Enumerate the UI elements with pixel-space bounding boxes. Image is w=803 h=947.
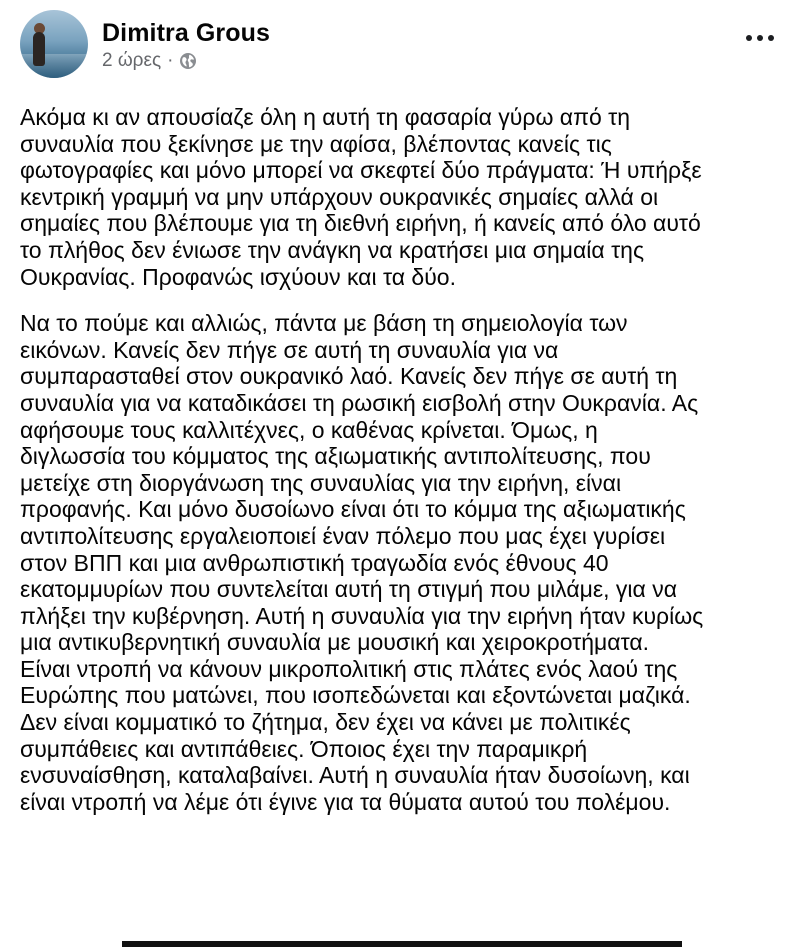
post-text <box>20 104 785 815</box>
more-options-button[interactable] <box>740 26 780 50</box>
meta-separator: · <box>167 50 174 71</box>
more-dots-icon <box>768 35 774 41</box>
text-line: προφανής. Και μόνο δυσοίωνο είναι ότι το κόμμα της αξιωματικής <box>20 496 686 523</box>
post-paragraph-1 <box>20 104 785 290</box>
text-line: φωτογραφίες και μόνο μπορεί να σκεφτεί δύο πράγματα: Ή υπήρξε <box>20 157 702 184</box>
text-line: Ακόμα κι αν απουσίαζε όλη η αυτή τη φασαρία γύρω από τη <box>20 104 631 130</box>
globe-icon[interactable] <box>179 52 197 70</box>
more-dots-icon <box>757 35 763 41</box>
text-line: πλήξει την κυβέρνηση. Αυτή η συναυλία για την ειρήνη ήταν κυρίως <box>20 602 704 629</box>
text-line: το πλήθος δεν ένιωσε την ανάγκη να κρατήσει μια σημαία της <box>20 236 645 263</box>
post-time[interactable]: 2 ώρες <box>102 50 162 71</box>
more-dots-icon <box>746 35 752 41</box>
text-line: στον ΒΠΠ και μια ανθρωπιστική τραγωδία ενός έθνους 40 <box>20 549 609 576</box>
text-line: Ουκρανίας. Προφανώς ισχύουν και τα δύο. <box>20 263 456 290</box>
text-line: αντιπολίτευσης εργαλειοποιεί έναν πόλεμο που μας έχει γυρίσει <box>20 522 666 549</box>
author-name[interactable]: Dimitra Grous <box>102 19 270 47</box>
avatar[interactable] <box>20 10 88 78</box>
post-meta <box>102 50 197 72</box>
text-line: Να το πούμε και αλλιώς, πάντα με βάση τη σημειολογία των <box>20 310 628 337</box>
text-line: συναυλία που ξεκίνησε με την αφίσα, βλέποντας κανείς τις <box>20 130 612 157</box>
text-line: αφήσουμε τους καλλιτέχνες, ο καθένας κρίνεται. Όμως, η <box>20 416 598 443</box>
text-line: σημαίες που βλέπουμε για τη διεθνή ειρήνη, ή κανείς από όλο αυτό <box>20 210 701 237</box>
text-line: εικόνων. Κανείς δεν πήγε σε αυτή τη συναυλία για να <box>20 336 559 363</box>
avatar-figure <box>33 32 45 66</box>
text-line: διγλωσσία του κόμματος της αξιωματικής αντιπολίτευσης, που <box>20 443 651 470</box>
text-line: συναυλία για να καταδικάσει τη ρωσική εισβολή στην Ουκρανία. Ας <box>20 389 699 416</box>
media-preview-edge <box>122 941 682 947</box>
text-line: κεντρική γραμμή να μην υπάρχουν ουκρανικές σημαίες αλλά οι <box>20 183 659 210</box>
text-line: Είναι ντροπή να κάνουν μικροπολιτική στις πλάτες ενός λαού της <box>20 655 678 682</box>
post-paragraph-2 <box>20 310 785 815</box>
avatar-sea <box>20 54 88 78</box>
text-line: είναι ντροπή να λέμε ότι έγινε για τα θύματα αυτού του πολέμου. <box>20 788 671 815</box>
text-line: Δεν είναι κομματικό το ζήτημα, δεν έχει να κάνει με πολιτικές <box>20 709 631 736</box>
text-line: συμπάθειες και αντιπάθειες. Όποιος έχει την παραμικρή <box>20 735 588 762</box>
post-header <box>20 10 780 80</box>
text-line: Ευρώπης που ματώνει, που ισοπεδώνεται και εξοντώνεται μαζικά. <box>20 682 691 709</box>
text-line: μια αντικυβερνητική συναυλία με μουσική και χειροκροτήματα. <box>20 629 650 656</box>
text-line: μετείχε στη διοργάνωση της συναυλίας για την ειρήνη, είναι <box>20 469 622 496</box>
text-line: εκατομμυρίων που συντελείται αυτή τη στιγμή που μιλάμε, για να <box>20 576 678 603</box>
text-line: συμπαρασταθεί στον ουκρανικό λαό. Κανείς δεν πήγε σε αυτή τη <box>20 363 678 390</box>
text-line: ενσυναίσθηση, καταλαβαίνει. Αυτή η συναυλία ήταν δυσοίωνη, και <box>20 762 690 789</box>
